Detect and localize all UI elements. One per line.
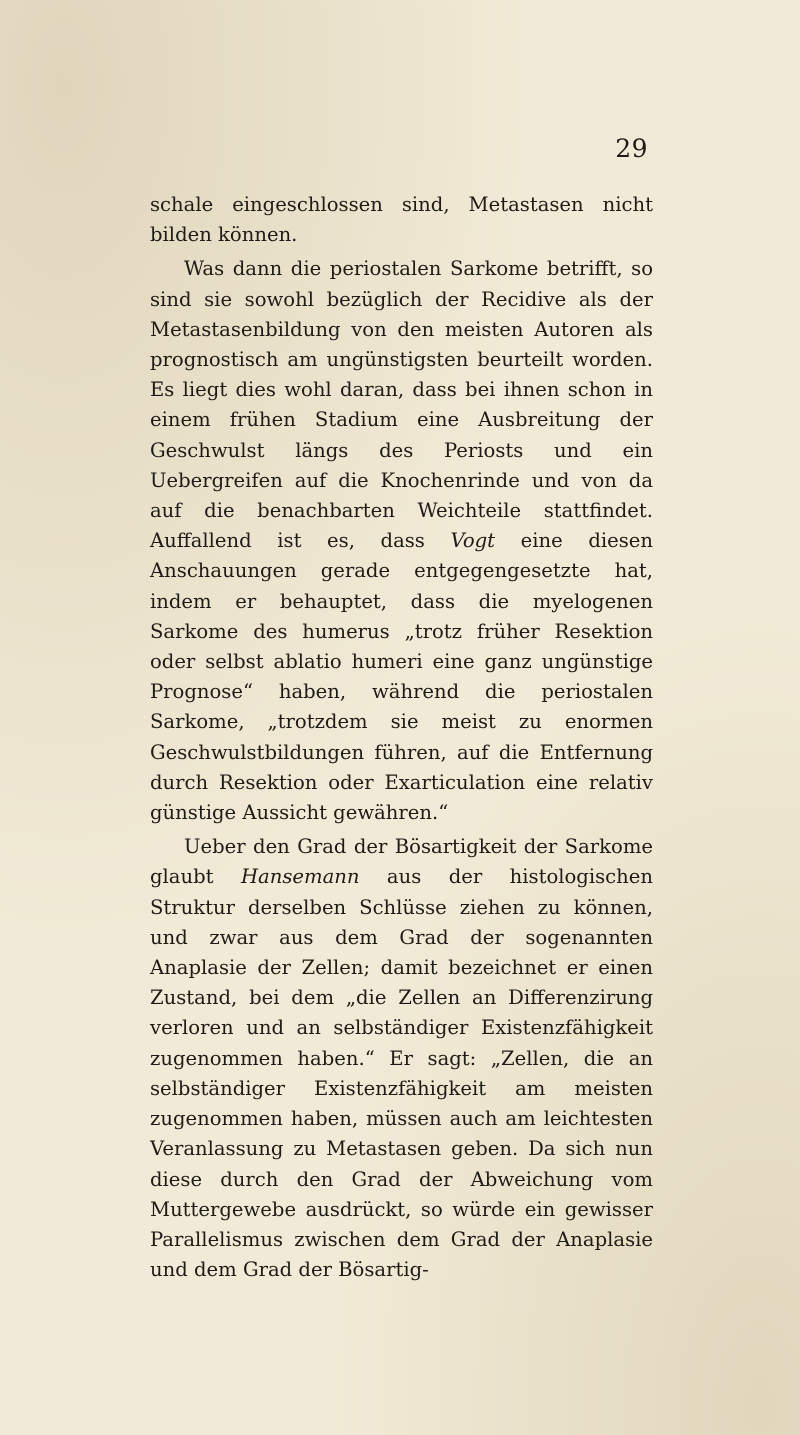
paragraph-text: Ueber den Grad der Bösartigkeit der Sarkome glaubt (150, 835, 653, 889)
paragraph-text: Was dann die periostalen Sarkome betrifft, so sind sie sowohl bezüglich der Recidive als der Metastasenbildung von den meisten Autoren als prognostisch am ungünstigsten beurteilt worden. Es liegt dies wohl daran, dass bei ihnen schon in einem frühen Stadium eine Ausbreitung der Geschwulst längs des Periosts und ein Uebergreifen auf die Knochenrinde und von da auf die benachbarten Weichteile stattfindet. Auffallend ist es, dass (150, 257, 653, 553)
paragraph-continuation (150, 190, 653, 250)
paragraph-anaplasia (150, 832, 653, 1285)
page-number: 29 (615, 134, 648, 163)
paragraph-periostal-sarcoma (150, 254, 653, 828)
author-name-hansemann: Hansemann (240, 865, 360, 889)
paragraph-text: aus der histologischen Struktur derselben Schlüsse ziehen zu können, und zwar aus dem Grad der sogenannten Anaplasie der Zellen; damit bezeichnet er einen Zustand, bei dem „die Zellen an Differenzirung verloren und an selbständiger Existenzfähigkeit zugenommen haben.“ Er sagt: „Zellen, die an selbständiger Existenzfähigkeit am meisten zugenommen haben, müssen auch am leichtesten Veranlassung zu Metastasen geben. Da sich nun diese durch den Grad der Abweichung vom Muttergewebe ausdrückt, so würde ein gewisser Parallelismus zwischen dem Grad der Anaplasie und dem Grad der Bösartig- (150, 865, 653, 1282)
body-text (150, 190, 653, 1285)
author-name-vogt: Vogt (450, 529, 496, 553)
paragraph-text: eine diesen Anschauungen gerade entgegengesetzte hat, indem er behauptet, dass die myelogenen Sarkome des humerus „trotz früher Resektion oder selbst ablatio humeri eine ganz ungünstige Prognose“ haben, während die periostalen Sarkome, „trotzdem sie meist zu enormen Geschwulstbildungen führen, auf die Entfernung durch Resektion oder Exarticulation eine relativ günstige Aussicht gewähren.“ (150, 529, 653, 825)
paragraph-text: schale eingeschlossen sind, Metastasen nicht bilden können. (150, 193, 653, 247)
